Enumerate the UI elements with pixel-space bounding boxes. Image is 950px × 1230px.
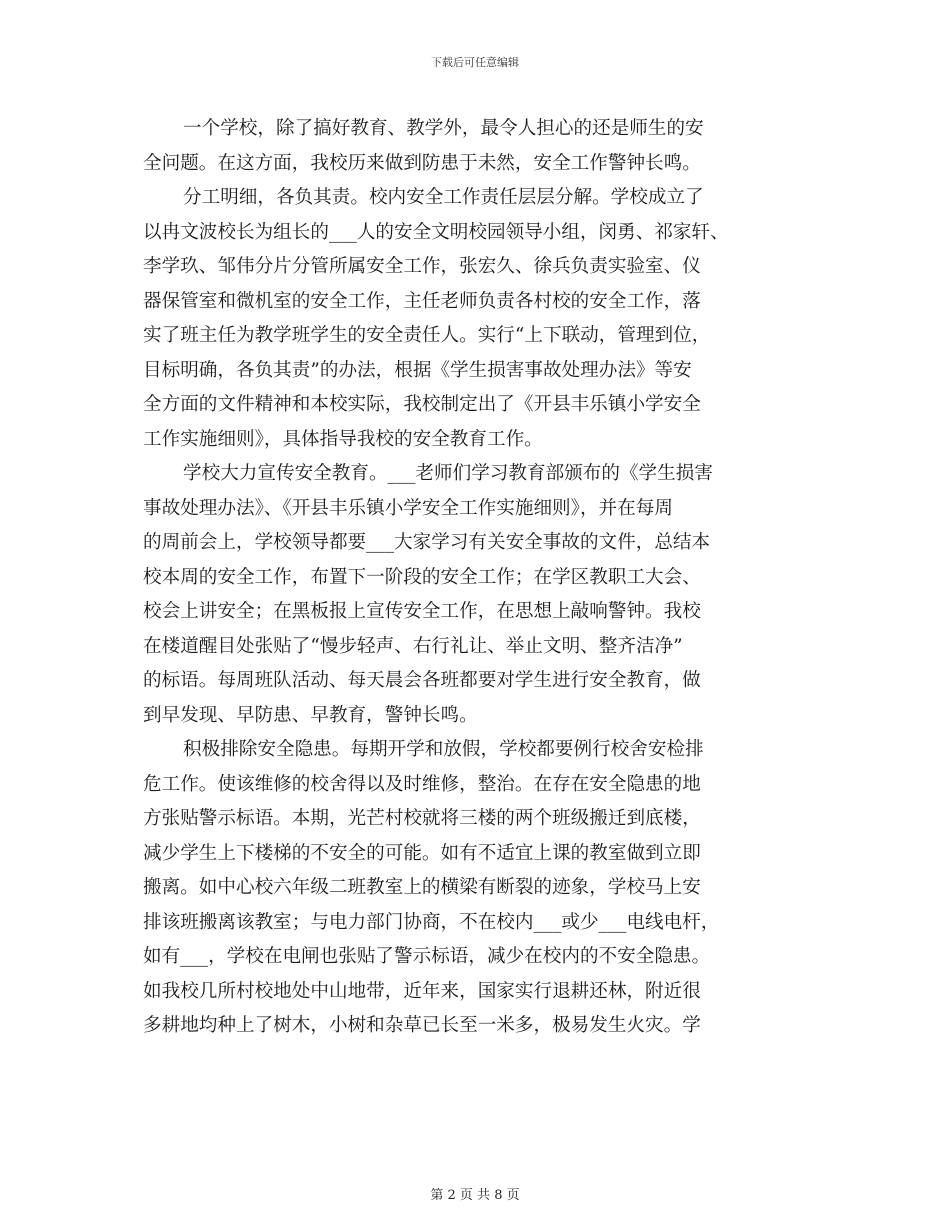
- text-line: 危工作。使该维修的校舍得以及时维修，整治。在存在安全隐患的地: [143, 773, 701, 795]
- text-line: 到早发现、早防患、早教育，警钟长鸣。: [143, 704, 478, 726]
- text-line: 排该班搬离该教室；与电力部门协商，不在校内___或少___电线电杆，: [143, 911, 720, 933]
- text-line: 学校大力宣传安全教育。___老师们学习教育部颁布的《学生损害: [183, 463, 713, 484]
- text-line: 目标明确，各负其责”的办法，根据《学生损害事故处理办法》等安: [143, 359, 692, 381]
- text-line: 器保管室和微机室的安全工作，主任老师负责各村校的安全工作，落: [143, 290, 701, 312]
- page-header: 下载后可任意编辑: [431, 56, 519, 69]
- text-line: 校本周的安全工作，布置下一阶段的安全工作；在学区教职工大会、: [143, 566, 701, 588]
- text-line: 如有___，学校在电闸也张贴了警示标语，减少在校内的不安全隐患。: [143, 946, 711, 967]
- text-line: 一个学校，除了搞好教育、教学外，最令人担心的还是师生的安: [183, 118, 704, 139]
- text-line: 如我校几所村校地处中山地带，近年来，国家实行退耕还林，附近很: [143, 980, 701, 1002]
- document-body: [143, 112, 803, 1044]
- text-line: 搬离。如中心校六年级二班教室上的横梁有断裂的迹象，学校马上安: [143, 877, 701, 898]
- text-line: 的周前会上，学校领导都要___大家学习有关安全事故的文件，总结本: [143, 532, 711, 553]
- text-line: 在楼道醒目处张贴了“慢步轻声、右行礼让、举止文明、整齐洁净”: [143, 635, 683, 657]
- text-line: 的标语。每周班队活动、每天晨会各班都要对学生进行安全教育，做: [143, 670, 701, 691]
- text-line: 分工明细，各负其责。校内安全工作责任层层分解。学校成立了: [183, 187, 704, 208]
- text-line: 实了班主任为教学班学生的安全责任人。实行“上下联动，管理到位，: [143, 325, 711, 346]
- text-line: 多耕地均种上了树木，小树和杂草已长至一米多，极易发生火灾。学: [143, 1015, 701, 1036]
- text-line: 全问题。在这方面，我校历来做到防患于未然，安全工作警钟长鸣。: [143, 152, 701, 174]
- text-line: 以冉文波校长为组长的___人的安全文明校园领导小组，闵勇、祁家轩、: [143, 221, 729, 243]
- text-line: 全方面的文件精神和本校实际，我校制定出了《开县丰乐镇小学安全: [143, 394, 701, 415]
- text-line: 校会上讲安全；在黑板报上宣传安全工作，在思想上敲响警钟。我校: [143, 601, 701, 622]
- text-line: 减少学生上下楼梯的不安全的可能。如有不适宜上课的教室做到立即: [143, 842, 701, 864]
- text-line: 工作实施细则》，具体指导我校的安全教育工作。: [143, 428, 543, 450]
- text-line: 事故处理办法》、《开县丰乐镇小学安全工作实施细则》，并在每周: [143, 497, 673, 519]
- text-line: 李学玖、邹伟分片分管所属安全工作，张宏久、徐兵负责实验室、仪: [143, 256, 701, 277]
- text-line: 方张贴警示标语。本期，光芒村校就将三楼的两个班级搬迁到底楼，: [143, 808, 701, 829]
- page-number: 第 2 页 共 8 页: [430, 1188, 520, 1203]
- text-line: 积极排除安全隐患。每期开学和放假，学校都要例行校舍安检排: [183, 739, 704, 760]
